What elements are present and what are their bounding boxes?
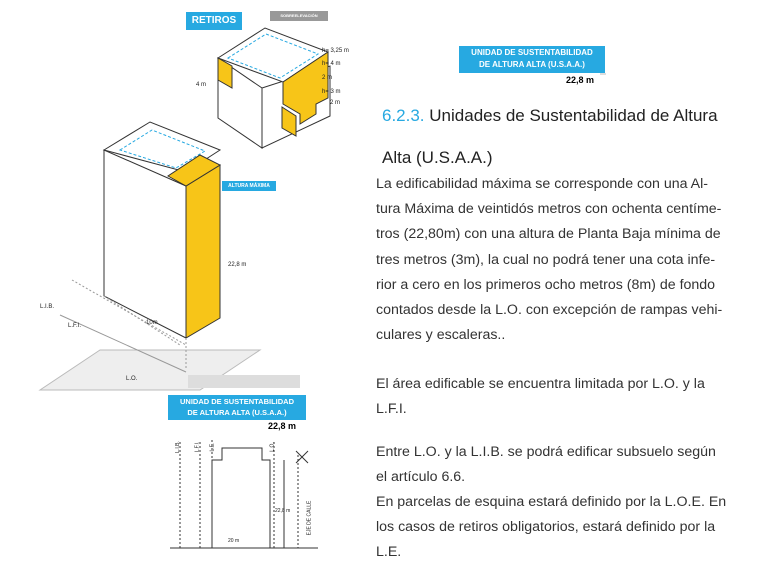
sobreelevacion-badge: SOBREELEVACIÓN (270, 11, 328, 21)
p1-line: rior a cero en los primeros ocho metros (8m) de fondo (376, 276, 716, 293)
sec-le: L.E. (209, 442, 216, 452)
label-h4: h= 4 m (322, 61, 341, 67)
section-heading (382, 106, 718, 126)
p3-line: el artículo 6.6. (376, 469, 466, 486)
paragraph-esquina (376, 490, 746, 566)
p3-line: Entre L.O. y la L.I.B. se podrá edificar subsuelo según (376, 444, 716, 460)
altura-maxima-badge: ALTURA MÁXIMA (222, 181, 276, 191)
section-title-line2: Alta (U.S.A.A.) (382, 148, 493, 167)
section-title-line1: Unidades de Sustentabilidad de Altura (429, 106, 718, 125)
label-d4: 4 m (196, 82, 207, 88)
usaa-top-line2: DE ALTURA ALTA (U.S.A.A.) (479, 60, 585, 69)
section-elevation (170, 440, 318, 548)
label-d2b: 2 m (330, 100, 341, 106)
section-number: 6.2.3. (382, 106, 425, 125)
p4-line: los casos de retiros obligatorios, estará definido por la (376, 519, 716, 536)
p1-line: contados desde la L.O. con excepción de rampas vehi- (376, 302, 723, 319)
label-lfi: L.F.I. (68, 323, 82, 329)
usaa-top-value: 22,8 m (566, 75, 595, 85)
sec-eje-calle: EJE DE CALLE (306, 500, 313, 536)
usaa-badge-bottom (168, 395, 306, 420)
isometric-building (40, 122, 300, 390)
usaa-bottom-line2: DE ALTURA ALTA (U.S.A.A.) (187, 408, 287, 417)
p1-line: tres metros (3m), la cual no podrá tener una cota infe- (376, 251, 716, 268)
label-lib: L.I.B. (40, 304, 55, 310)
label-h325: h= 3,25 m (322, 48, 349, 54)
p2-line: L.F.I. (376, 401, 407, 418)
sec-lo: L.O. (269, 442, 276, 452)
usaa-bottom-value: 22,8 m (268, 421, 297, 431)
label-h3: h= 3 m (322, 89, 341, 95)
label-height-228: 22,8 m (228, 262, 247, 268)
usaa-top-line1: UNIDAD DE SUSTENTABILIDAD (471, 48, 593, 57)
retiros-badge: RETIROS (186, 12, 242, 30)
p1-line: tura Máxima de veintidós metros con ochenta centíme- (376, 201, 722, 218)
p4-line: L.E. (376, 544, 402, 561)
paragraph-subsuelo (376, 440, 746, 490)
usaa-badge-top (459, 46, 605, 73)
sec-lfi: L.F.I. (194, 441, 201, 453)
paragraph-area (376, 372, 746, 422)
label-lo: L.O. (126, 376, 138, 382)
p1-line: tros (22,80m) con una altura de Planta Baja mínima de (376, 226, 721, 243)
p4-line: En parcelas de esquina estará definido por la L.O.E. En (376, 494, 727, 510)
label-d2a: 2 m (322, 75, 333, 81)
sec-lib: L.I.B. (174, 441, 181, 453)
p2-line: El área edificable se encuentra limitada por L.O. y la (376, 376, 705, 392)
sec-height: 22,8 m (275, 508, 291, 514)
usaa-bottom-line1: UNIDAD DE SUSTENTABILIDAD (179, 397, 295, 406)
sec-20m: 20 m (228, 538, 240, 544)
paragraph-edificabilidad (376, 172, 746, 348)
p1-line: La edificabilidad máxima se corresponde con una Al- (376, 176, 709, 192)
label-10m: 10m (146, 320, 158, 326)
p1-line: culares y escaleras.. (376, 327, 506, 344)
